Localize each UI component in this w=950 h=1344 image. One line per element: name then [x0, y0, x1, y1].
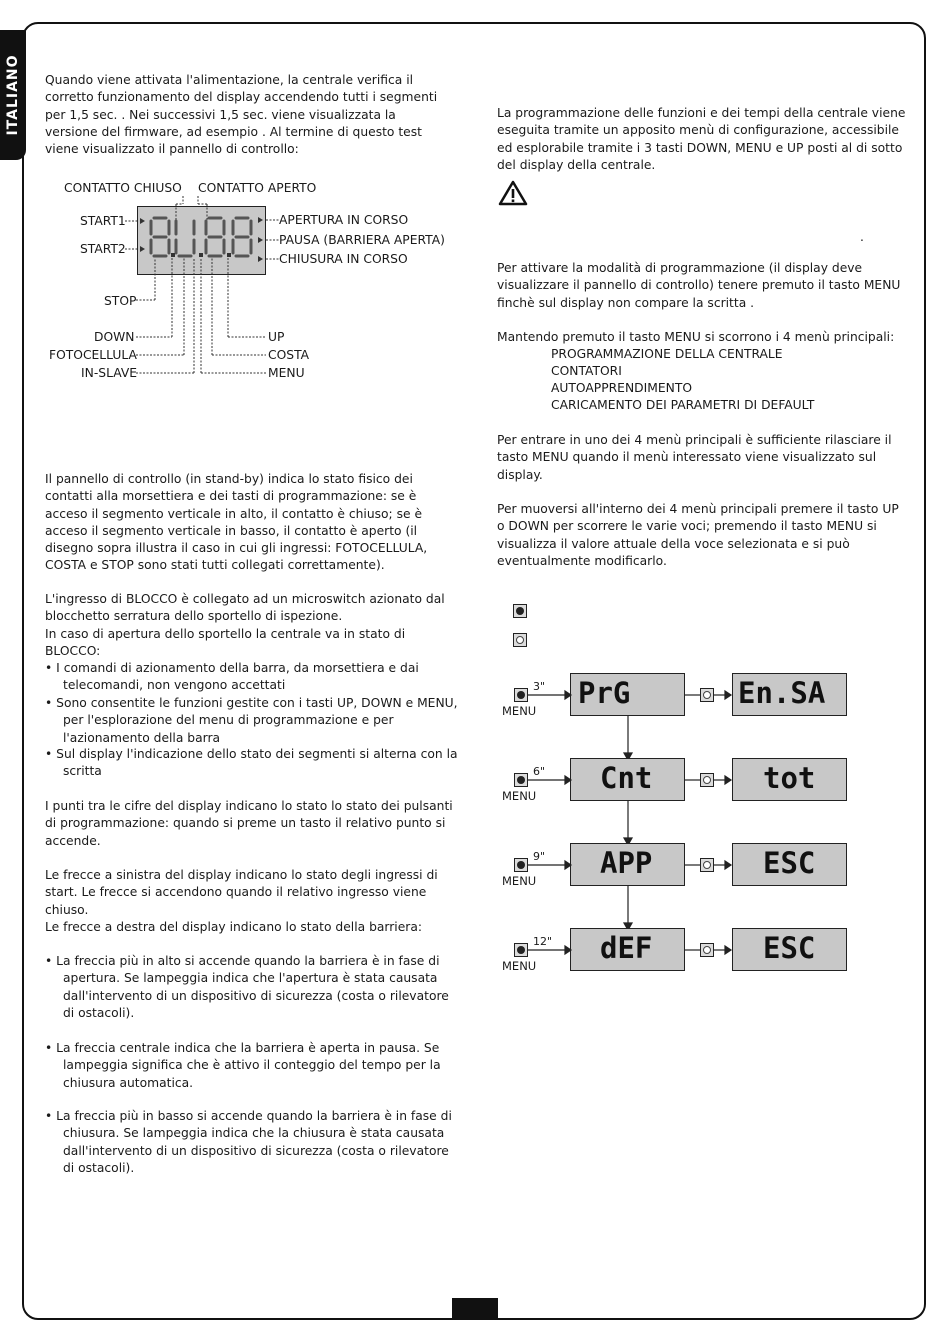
label-menu: MENU: [268, 366, 305, 380]
left-bullet-6: • La freccia più in basso si accende quando la barriera è in fase di chiusura. Se lampeggia indica che la chiusura è stata causata dall'intervento di un dispositivo di sicurezza (costa o rilevatore di ostacoli).: [45, 1109, 452, 1175]
label-up: UP: [268, 330, 285, 344]
label-down: DOWN: [94, 330, 135, 344]
diagram-lines: [0, 0, 470, 400]
label-contatto-chiuso: CONTATTO CHIUSO: [64, 181, 182, 195]
flow-menu-label-1: MENU: [502, 704, 537, 718]
left-bullet-3: • Sul display l'indicazione dello stato dei segmenti si alterna con la scritta: [45, 747, 458, 779]
flow-code-4: dEF: [600, 931, 653, 965]
left-intro: Quando viene attivata l'alimentazione, la centrale verifica il corretto funzionamento del display accendendo tutti i segmenti per 1,5 sec. . Nei successivi 1,5 sec. viene visualizzata la versione del firmware, ad esempio . Al termine di questo test viene visualizzato il pannello di controllo:: [45, 73, 438, 157]
right-p2: Per attivare la modalità di programmazione (il display deve visualizzare il pannello di controllo) tenere premuto il tasto MENU finchè sul display non compare la scritta .: [497, 261, 901, 310]
menu-item-0: PROGRAMMAZIONE DELLA CENTRALE: [551, 347, 783, 361]
flow-code-2: Cnt: [600, 761, 653, 795]
menu-item-3: CARICAMENTO DEI PARAMETRI DI DEFAULT: [551, 398, 815, 412]
legend-button-released: [513, 633, 527, 647]
flow-menu-label-4: MENU: [502, 959, 537, 973]
page-number-box: [452, 1298, 498, 1320]
left-p2a: L'ingresso di BLOCCO è collegato ad un microswitch azionato dal blocchetto serratura dello sportello di ispezione.: [45, 592, 445, 624]
left-p2b: In caso di apertura dello sportello la centrale va in stato di BLOCCO:: [45, 627, 406, 659]
label-apertura: APERTURA IN CORSO: [279, 213, 409, 227]
right-p5: Per muoversi all'interno dei 4 menù principali premere il tasto UP o DOWN per scorrere le varie voci; premendo il tasto MENU si visualizza il valore attuale della voce selezionata e si può eventualmente modificarlo.: [497, 502, 899, 568]
right-p1: La programmazione delle funzioni e dei tempi della centrale viene eseguita tramite un apposito menù di configurazione, accessibile ed esplorabile tramite i 3 tasti DOWN, MENU e UP posti al di sotto del display della centrale.: [497, 106, 906, 172]
flow-time-4: 12": [533, 935, 553, 948]
flow-horizontal-arrows: [525, 670, 745, 970]
label-stop: STOP: [104, 294, 137, 308]
flow-time-1: 3": [533, 680, 546, 693]
left-bullet-5: • La freccia centrale indica che la barriera è aperta in pausa. Se lampeggia significa che è attivo il conteggio del tempo per la chiusura automatica.: [45, 1041, 441, 1090]
left-bullet-2: • Sono consentite le funzioni gestite con i tasti UP, DOWN e MENU, per l'esplorazione del menu di programmazione e per l'azionamento della barra: [45, 696, 458, 745]
flow-menu-label-2: MENU: [502, 789, 537, 803]
flow-time-2: 6": [533, 765, 546, 778]
right-dot: .: [860, 230, 864, 244]
label-pausa: PAUSA (BARRIERA APERTA): [279, 233, 445, 247]
left-bullet-4: • La freccia più in alto si accende quando la barriera è in fase di apertura. Se lampeggia indica che l'apertura è stata causata dall'intervento di un dispositivo di sicurezza (costa o rilevatore di ostacoli).: [45, 954, 449, 1020]
label-start1: START1: [80, 214, 126, 228]
left-p5: Le frecce a destra del display indicano lo stato della barriera:: [45, 920, 423, 934]
flow-result-2: tot: [763, 761, 816, 795]
warning-triangle-icon: [498, 180, 528, 206]
legend-button-pressed: [513, 604, 527, 618]
label-fotocellula: FOTOCELLULA: [49, 348, 137, 362]
flow-code-3: APP: [600, 846, 653, 880]
label-in-slave: IN-SLAVE: [81, 366, 138, 380]
label-start2: START2: [80, 242, 126, 256]
flow-result-4: ESC: [763, 931, 816, 965]
right-p4: Per entrare in uno dei 4 menù principali è sufficiente rilasciare il tasto MENU quando il menù interessato viene visualizzato sul display.: [497, 433, 892, 482]
flow-code-1: PrG: [578, 676, 631, 710]
flow-time-3: 9": [533, 850, 546, 863]
language-tab-label: ITALIANO: [5, 54, 21, 136]
menu-item-2: AUTOAPPRENDIMENTO: [551, 381, 693, 395]
right-p3: Mantendo premuto il tasto MENU si scorrono i 4 menù principali:: [497, 330, 895, 344]
left-p3: I punti tra le cifre del display indicano lo stato lo stato dei pulsanti di programmazione: quando si preme un tasto il relativo punto si accende.: [45, 799, 453, 848]
menu-item-1: CONTATORI: [551, 364, 622, 378]
label-costa: COSTA: [268, 348, 310, 362]
label-chiusura: CHIUSURA IN CORSO: [279, 252, 408, 266]
label-contatto-aperto: CONTATTO APERTO: [198, 181, 317, 195]
left-p1: Il pannello di controllo (in stand-by) indica lo stato fisico dei contatti alla morsettiera e dei tasti di programmazione: se è acceso il segmento verticale in alto, il contatto è chiuso; se è acceso il segmento verticale in basso, il contatto è aperto (il disegno sopra illustra il caso in cui gli ingressi: FOTOCELLULA, COSTA e STOP sono stati tutti collegati correttamente).: [45, 472, 428, 573]
flow-menu-label-3: MENU: [502, 874, 537, 888]
left-p4: Le frecce a sinistra del display indicano lo stato degli ingressi di start. Le frecce si accendono quando il relativo ingresso viene chiuso.: [45, 868, 438, 917]
flow-result-1: En.SA: [738, 676, 826, 710]
left-bullet-1: • I comandi di azionamento della barra, da morsettiera e dai telecomandi, non vengono accettati: [45, 661, 419, 693]
flow-result-3: ESC: [763, 846, 816, 880]
